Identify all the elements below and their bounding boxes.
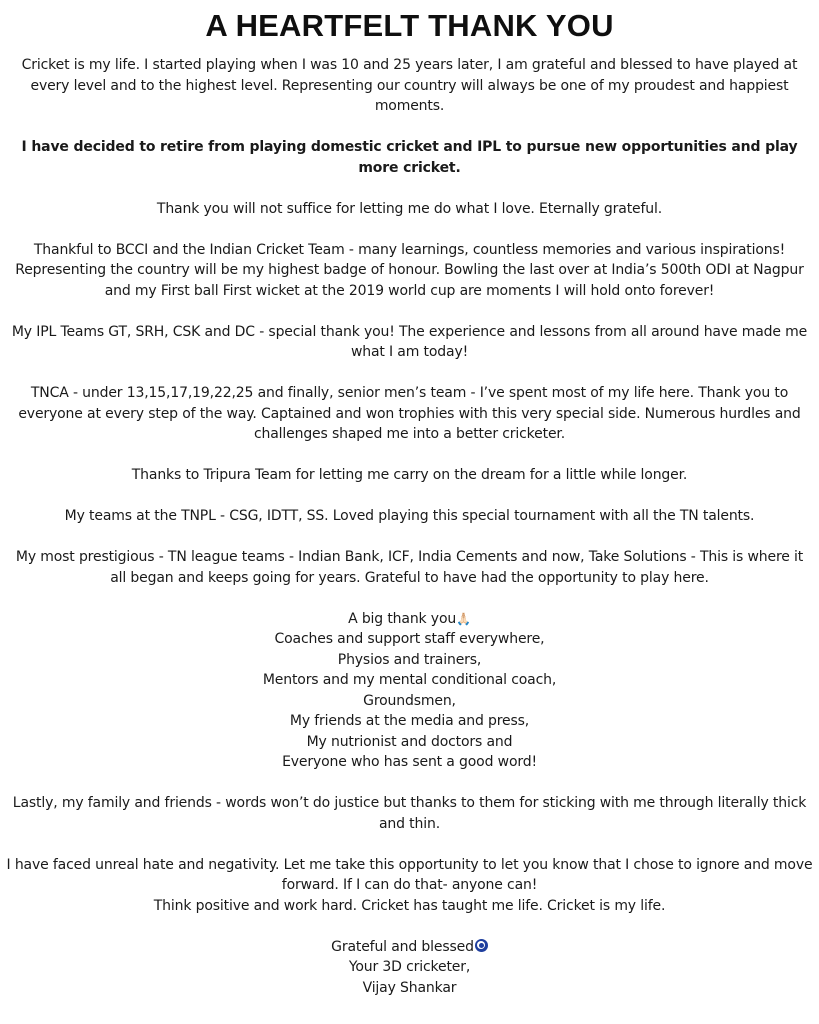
- list-item: Everyone who has sent a good word!: [282, 754, 537, 770]
- paragraph-retirement-announcement: I have decided to retire from playing domestic cricket and IPL to pursue new opportunities and play more cricket.: [21, 139, 798, 176]
- list-item: Coaches and support staff everywhere,: [274, 631, 545, 647]
- paragraph-tnpl: My teams at the TNPL - CSG, IDTT, SS. Loved playing this special tournament with all the TN talents.: [64, 508, 755, 524]
- signoff-line-cricketer: Your 3D cricketer,: [348, 959, 471, 975]
- thanks-list: [6, 609, 813, 773]
- list-item: My nutrionist and doctors and: [306, 733, 513, 750]
- page-title: A HEARTFELT THANK YOU: [205, 8, 614, 43]
- list-item: Groundsmen,: [363, 692, 456, 709]
- signoff-line-grateful: [6, 937, 813, 958]
- list-item: Physios and trainers,: [337, 651, 482, 668]
- paragraph-tripura: Thanks to Tripura Team for letting me carry on the dream for a little while longer.: [131, 467, 688, 483]
- paragraph-tnca: TNCA - under 13,15,17,19,22,25 and finally, senior men’s team - I’ve spent most of my life here. Thank you to everyone at every step of the way. Captained and won trophies with this very special side. Numerous hurdles and challenges shaped me into a better cricketer.: [18, 385, 801, 442]
- list-item: Mentors and my mental conditional coach,: [262, 672, 557, 688]
- nazar-amulet-icon: [475, 939, 488, 952]
- closing-line-positive: Think positive and work hard. Cricket has taught me life. Cricket is my life.: [153, 897, 666, 914]
- folded-hands-icon: 🙏🏻: [456, 611, 471, 626]
- thanks-intro-line: [6, 609, 813, 630]
- signoff-name: Vijay Shankar: [362, 979, 457, 996]
- paragraph-family: Lastly, my family and friends - words won’t do justice but thanks to them for sticking with me through literally thick and thin.: [12, 795, 807, 832]
- paragraph-ipl-teams: My IPL Teams GT, SRH, CSK and DC - special thank you! The experience and lessons from all around have made me what I am today!: [11, 323, 808, 360]
- closing-line-hate: I have faced unreal hate and negativity. Let me take this opportunity to let you know that I chose to ignore and move forward. If I can do that- anyone can!: [6, 856, 813, 893]
- signoff: [6, 937, 813, 999]
- thanks-intro: A big thank you: [348, 610, 457, 627]
- paragraph-tn-league: My most prestigious - TN league teams - Indian Bank, ICF, India Cements and now, Take Solutions - This is where it all began and keeps going for years. Grateful to have had the opportunity to play here.: [15, 549, 804, 586]
- list-item: My friends at the media and press,: [289, 713, 530, 729]
- paragraph-eternally-grateful: Thank you will not suffice for letting me do what I love. Eternally grateful.: [156, 200, 663, 217]
- paragraph-bcci-thanks: Thankful to BCCI and the Indian Cricket Team - many learnings, countless memories and various inspirations! Representing the country will be my highest badge of honour. Bowling the last over at India’s 500th ODI at Nagpur and my First ball First wicket at the 2019 world cup are moments I will hold onto forever!: [15, 241, 804, 299]
- closing-paragraph: [6, 855, 813, 917]
- signoff-grateful-text: Grateful and blessed: [331, 938, 474, 955]
- paragraph-cricket-life: Cricket is my life. I started playing when I was 10 and 25 years later, I am grateful and blessed to have played at every level and to the highest level. Representing our country will always be one of my proudest and happiest moments.: [21, 57, 798, 114]
